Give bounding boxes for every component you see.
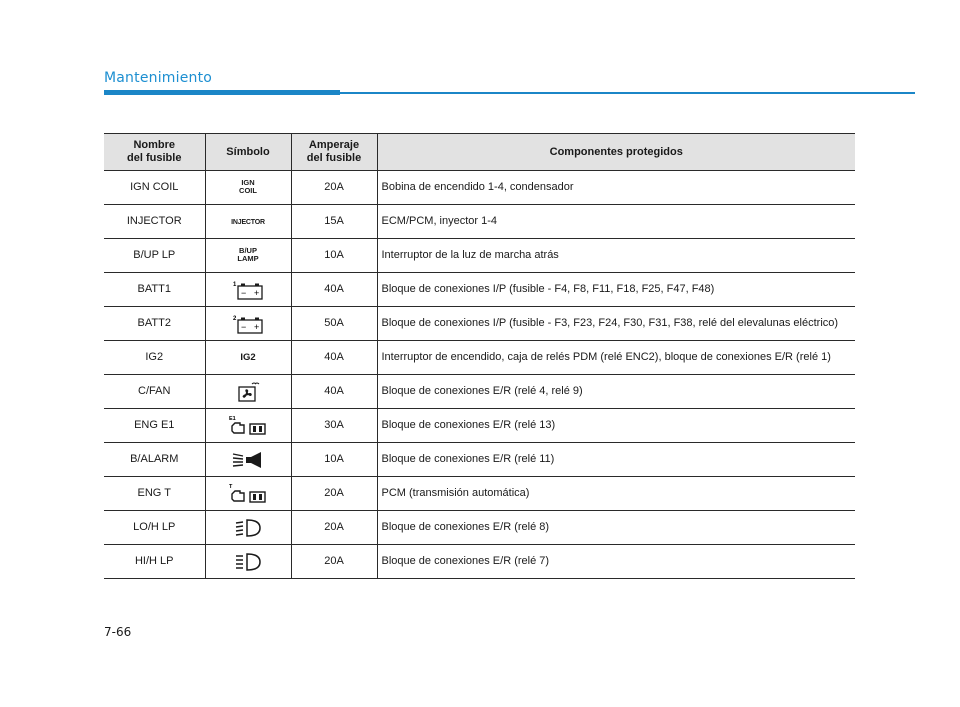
fuse-name: INJECTOR (104, 205, 205, 239)
symbol-cell (205, 477, 291, 511)
fuse-name: C/FAN (104, 375, 205, 409)
table-row (104, 273, 855, 307)
protected-components: Bloque de conexiones E/R (relé 13) (377, 409, 855, 443)
engine-e1-icon (228, 414, 268, 438)
section-title: Mantenimiento (104, 70, 213, 86)
symbol-text: IGN (241, 177, 255, 187)
page-number: 7-66 (104, 625, 132, 639)
table-row (104, 409, 855, 443)
protected-components: Bloque de conexiones E/R (relé 8) (377, 511, 855, 545)
battery-number: 2 (233, 315, 237, 322)
column-header-components: Componentes protegidos (377, 134, 855, 171)
cooling-fan-icon (234, 381, 262, 403)
battery-minus: − (241, 287, 247, 298)
fuse-amperage: 15A (291, 205, 377, 239)
battery-minus: − (241, 321, 247, 332)
fuse-name: BATT1 (104, 273, 205, 307)
battery-1-icon (231, 279, 265, 301)
injector-text-icon: INJECTOR (231, 219, 265, 226)
column-header-name-line-2: del fusible (127, 152, 182, 164)
fuse-name: B/ALARM (104, 443, 205, 477)
battery-plus: + (254, 287, 260, 298)
fuse-name: ENG E1 (104, 409, 205, 443)
fuse-name: IG2 (104, 341, 205, 375)
column-header-name (104, 134, 205, 171)
fuse-amperage: 20A (291, 545, 377, 579)
table-row (104, 511, 855, 545)
fuse-amperage: 40A (291, 375, 377, 409)
section-rule-thin (340, 92, 915, 94)
engine-label: T (229, 483, 233, 490)
fuse-name: B/UP LP (104, 239, 205, 273)
symbol-text: B/UP (239, 245, 257, 255)
fuse-name: BATT2 (104, 307, 205, 341)
battery-number: 1 (233, 281, 237, 288)
symbol-cell (205, 341, 291, 375)
fuse-amperage: 20A (291, 511, 377, 545)
ig2-text-icon: IG2 (240, 352, 256, 363)
fuse-name: HI/H LP (104, 545, 205, 579)
symbol-text: LAMP (237, 253, 259, 263)
protected-components: Bloque de conexiones I/P (fusible - F3, F23, F24, F30, F31, F38, relé del elevalunas eléctrico) (377, 307, 855, 341)
engine-t-icon (228, 482, 268, 506)
fuse-amperage: 10A (291, 239, 377, 273)
fuse-amperage: 30A (291, 409, 377, 443)
battery-plus: + (254, 321, 260, 332)
high-beam-headlamp-icon (233, 551, 263, 573)
fuse-amperage: 10A (291, 443, 377, 477)
symbol-cell (205, 239, 291, 273)
column-header-name-line-1: Nombre (133, 139, 176, 151)
fuse-name: ENG T (104, 477, 205, 511)
table-row (104, 341, 855, 375)
column-header-symbol: Símbolo (205, 134, 291, 171)
symbol-cell (205, 273, 291, 307)
protected-components: ECM/PCM, inyector 1-4 (377, 205, 855, 239)
symbol-cell (205, 511, 291, 545)
table-row (104, 477, 855, 511)
column-header-amperage (291, 134, 377, 171)
backup-lamp-text-icon (237, 247, 258, 263)
table-row (104, 375, 855, 409)
protected-components: Bobina de encendido 1-4, condensador (377, 171, 855, 205)
symbol-cell (205, 307, 291, 341)
table-row (104, 443, 855, 477)
protected-components: Interruptor de encendido, caja de relés PDM (relé ENC2), bloque de conexiones E/R (relé 1) (377, 341, 855, 375)
fuse-table (104, 133, 855, 579)
symbol-cell (205, 443, 291, 477)
battery-2-icon (231, 313, 265, 335)
symbol-cell (205, 409, 291, 443)
column-header-amperage-line-2: del fusible (306, 152, 362, 164)
protected-components: PCM (transmisión automática) (377, 477, 855, 511)
table-row (104, 205, 855, 239)
table-header-row (104, 134, 855, 171)
fuse-name: LO/H LP (104, 511, 205, 545)
symbol-text: COIL (239, 185, 257, 195)
burglar-alarm-horn-icon (229, 449, 267, 471)
protected-components: Bloque de conexiones E/R (relé 7) (377, 545, 855, 579)
symbol-cell (205, 545, 291, 579)
table-row (104, 239, 855, 273)
protected-components: Interruptor de la luz de marcha atrás (377, 239, 855, 273)
protected-components: Bloque de conexiones I/P (fusible - F4, F8, F11, F18, F25, F47, F48) (377, 273, 855, 307)
symbol-cell (205, 375, 291, 409)
engine-label: E1 (229, 415, 236, 422)
table-row (104, 545, 855, 579)
table-row (104, 171, 855, 205)
column-header-amperage-line-1: Amperaje (308, 139, 360, 151)
fuse-amperage: 40A (291, 341, 377, 375)
protected-components: Bloque de conexiones E/R (relé 4, relé 9) (377, 375, 855, 409)
fuse-name: IGN COIL (104, 171, 205, 205)
low-beam-headlamp-icon (233, 517, 263, 539)
protected-components: Bloque de conexiones E/R (relé 11) (377, 443, 855, 477)
symbol-cell (205, 205, 291, 239)
section-rule-thick (104, 90, 340, 95)
symbol-cell (205, 171, 291, 205)
fuse-amperage: 20A (291, 477, 377, 511)
ign-coil-text-icon (239, 179, 257, 195)
fuse-amperage: 40A (291, 273, 377, 307)
fuse-amperage: 50A (291, 307, 377, 341)
fuse-amperage: 20A (291, 171, 377, 205)
table-row (104, 307, 855, 341)
